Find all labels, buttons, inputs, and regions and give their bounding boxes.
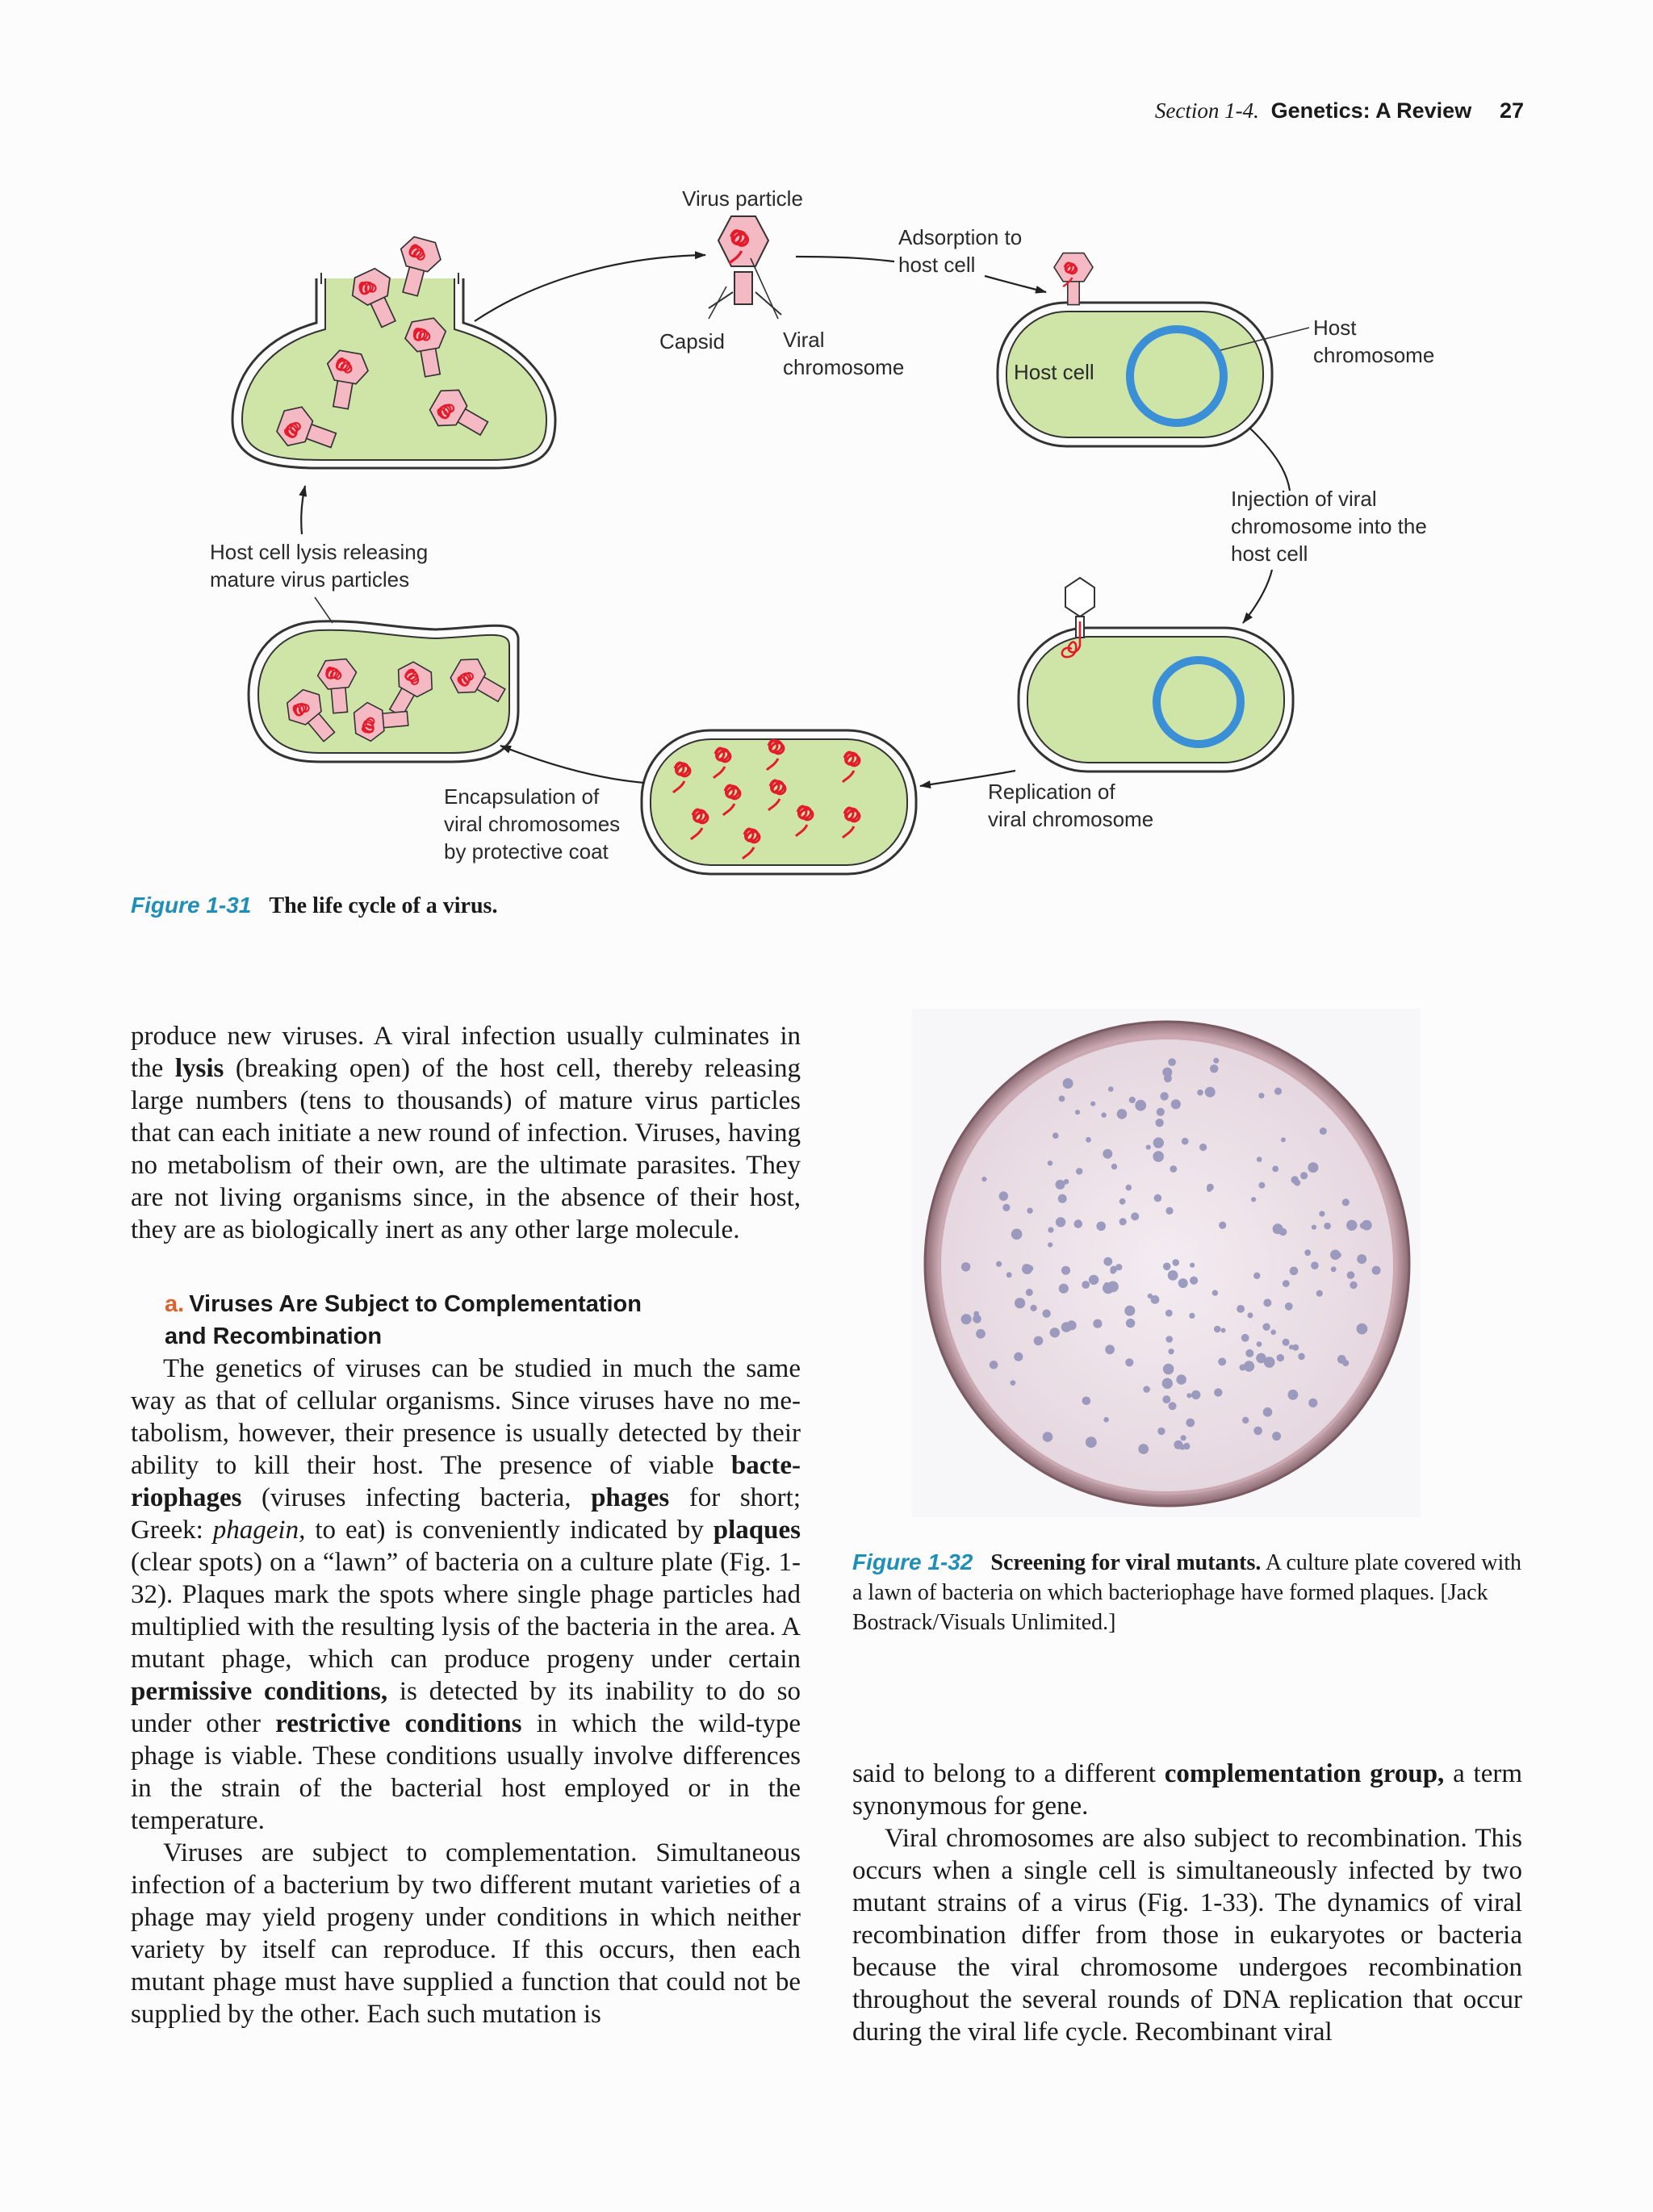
- plaque: [1056, 1180, 1065, 1190]
- term-complementation-group: complementation group,: [1164, 1759, 1445, 1788]
- plaque: [1101, 1113, 1106, 1118]
- label-injection-line2: chromosome into the: [1231, 514, 1427, 538]
- lysed-host-cell: [232, 234, 555, 468]
- plaque: [996, 1261, 1002, 1267]
- plaque: [1357, 1254, 1366, 1264]
- plaque: [1048, 1227, 1053, 1233]
- plaque: [990, 1361, 998, 1369]
- term-bacteriophages: bacteriophages: [131, 1451, 801, 1512]
- plaque: [1308, 1399, 1317, 1407]
- label-replication-line1: Replication of: [988, 780, 1115, 804]
- label-replication-line2: viral chromosome: [988, 807, 1154, 831]
- plaque: [1171, 1099, 1181, 1109]
- label-lysis-line1: Host cell lysis releasing: [210, 540, 429, 564]
- plaque: [1126, 1185, 1132, 1191]
- plaque: [1242, 1417, 1249, 1424]
- plaque: [1172, 1259, 1179, 1266]
- plaque: [1027, 1208, 1032, 1214]
- term-lysis: lysis: [174, 1054, 224, 1083]
- plaque: [1270, 1330, 1276, 1336]
- plaque: [1251, 1197, 1256, 1202]
- plaque: [1107, 1282, 1119, 1293]
- plaque: [1002, 1204, 1010, 1211]
- plaque: [1165, 1336, 1173, 1343]
- arrow-adsorption-to-injection-b: [1243, 570, 1272, 623]
- plaque: [1153, 1151, 1164, 1162]
- plaque: [1181, 1435, 1186, 1441]
- term-permissive-conditions: permissive conditions,: [131, 1677, 388, 1706]
- plaque: [1146, 1145, 1151, 1150]
- plaque: [1064, 1179, 1069, 1185]
- plaque: [1316, 1290, 1323, 1297]
- plaque: [1163, 1263, 1171, 1271]
- plaque: [1011, 1229, 1023, 1240]
- label-host-chromosome-line1: Host: [1313, 316, 1357, 340]
- plaque: [1086, 1137, 1091, 1143]
- plaque: [1059, 1096, 1065, 1102]
- plaque: [1105, 1344, 1115, 1354]
- plaque: [1272, 1166, 1278, 1173]
- plaque: [1319, 1211, 1324, 1217]
- plaque: [973, 1311, 979, 1317]
- plaque: [1274, 1088, 1282, 1095]
- plaque: [1212, 1290, 1218, 1295]
- plaque: [1281, 1137, 1286, 1142]
- plaque: [1165, 1207, 1173, 1215]
- arrow-release-to-particle: [475, 255, 705, 321]
- figure-1-32-title: Screening for viral mutants.: [990, 1550, 1262, 1575]
- plaque: [1089, 1275, 1099, 1285]
- lysis-leader: [315, 597, 333, 623]
- capsid-leader: [709, 286, 726, 319]
- arrow-particle-to-adsorption-a: [796, 257, 894, 261]
- plaque: [1214, 1388, 1222, 1396]
- plaque: [1272, 1432, 1281, 1441]
- plaque: [1214, 1326, 1221, 1333]
- plaque: [1090, 1102, 1095, 1106]
- plaque: [1300, 1172, 1308, 1179]
- label-encapsulation-line2: viral chromosomes: [444, 812, 621, 836]
- virus-life-cycle-diagram: [0, 0, 1653, 888]
- plaque: [1262, 1323, 1270, 1331]
- paragraph-genetics-of-viruses: The genetics of viruses can be studied in much the same way as that of cellular organisms. Since viruses have no metabolism, however, their presence is usually detected by their ability to kill their host. The presence of viable bacteriophages (viruses infecting bacteria, phages for short; Greek: phagein, to eat) is conveniently indicated by plaques (clear spots) on a “lawn” of bacteria on a culture plate (Fig. 1-32). Plaques mark the spots where single phage particles had multiplied with the resulting lysis of the bacteria in the area. A mutant phage, which can produce progeny under certain permissive conditions, is detected by its inability to do so under other restrictive conditions in which the wild-type phage is viable. These conditions usually involve differences in the strain of the bacterial host employed or in the temperature.: [131, 1354, 801, 1835]
- plaque: [1138, 1444, 1149, 1454]
- plaque: [1111, 1164, 1117, 1169]
- plaque: [1011, 1380, 1016, 1386]
- label-capsid: Capsid: [659, 329, 725, 353]
- plaque: [1148, 1294, 1153, 1298]
- plaque: [1320, 1127, 1327, 1135]
- plaque: [1162, 1395, 1170, 1403]
- plaque: [961, 1314, 972, 1324]
- label-adsorption-line2: host cell: [898, 253, 976, 277]
- paragraph-complementation-group: said to belong to a different complementation group, a term synonymous for gene.: [852, 1759, 1522, 1821]
- right-column: [852, 1758, 1522, 2048]
- plaque: [1290, 1267, 1299, 1276]
- plaque: [976, 1329, 986, 1339]
- plaque: [1074, 1219, 1083, 1228]
- plaque: [1178, 1278, 1188, 1288]
- plaque: [1163, 1364, 1174, 1375]
- paragraph-recombination: Viral chromosomes are also subject to recombination. This occurs when a single cell is simultaneously infected by two mutant strains of a virus (Fig. 1-33). The dynamics of viral recombination differ from those in eukaryotes or bacteria because the viral chromosome undergoes recombination throughout the several rounds of DNA replication that occur during the viral life cycle. Recombinant viral: [852, 1824, 1522, 2047]
- arrow-adsorption-to-injection-a: [1249, 428, 1290, 491]
- plaque: [1086, 1436, 1097, 1448]
- paragraph-complementation: Viruses are subject to complementation. Simultaneous infection of a bacterium by two different mutant varieties of a phage may yield progeny under conditions in which neither variety by itself can reproduce. If this occurs, then each mutant phage must have supplied a function that could not be supplied by the other. Each such mutation is: [131, 1838, 801, 2029]
- plaque: [1168, 1349, 1174, 1354]
- plaque: [1006, 1272, 1012, 1277]
- section-label: Section 1-4.: [1154, 98, 1259, 123]
- plaque: [1125, 1358, 1133, 1366]
- label-virus-particle: Virus particle: [682, 186, 803, 211]
- plaque: [1154, 1194, 1162, 1202]
- plaque: [1245, 1349, 1253, 1357]
- plaque: [1048, 1160, 1052, 1165]
- plaque: [1294, 1180, 1300, 1186]
- term-plaques: plaques: [713, 1516, 801, 1545]
- plaque: [1056, 1217, 1065, 1227]
- label-injection-line1: Injection of viral: [1231, 487, 1377, 511]
- label-viral-chromosome-line2: chromosome: [783, 355, 905, 379]
- plaque: [1063, 1078, 1073, 1089]
- plaque: [1197, 1089, 1203, 1096]
- plaque: [1241, 1334, 1249, 1342]
- plaque: [1205, 1087, 1216, 1098]
- viral-chromosome-leader: [751, 258, 778, 319]
- plaque: [1240, 1365, 1246, 1371]
- plaque: [1288, 1390, 1299, 1400]
- plaque: [1213, 1058, 1219, 1064]
- plaque: [1357, 1323, 1368, 1335]
- plaque: [1168, 1058, 1176, 1066]
- plaque: [1218, 1357, 1226, 1365]
- plaque: [1022, 1264, 1030, 1272]
- plaque: [1277, 1354, 1284, 1361]
- plaque: [1190, 1277, 1198, 1285]
- adsorbing-host-cell: [998, 253, 1272, 446]
- plaque: [1061, 1266, 1070, 1275]
- plaque: [1298, 1353, 1305, 1361]
- label-host-cell: Host cell: [1014, 360, 1094, 384]
- plaque: [1257, 1341, 1262, 1347]
- plaque: [1324, 1223, 1331, 1230]
- plaque: [1210, 1064, 1218, 1073]
- label-encapsulation-line1: Encapsulation of: [444, 784, 600, 809]
- figure-1-32-caption: [852, 1548, 1530, 1638]
- plaque: [1108, 1086, 1114, 1092]
- plaque: [1117, 1109, 1128, 1119]
- plaque: [1207, 1184, 1214, 1191]
- plaque: [981, 1177, 986, 1181]
- plaque: [1342, 1198, 1350, 1206]
- plaque: [1308, 1162, 1318, 1173]
- plaque: [1336, 1252, 1341, 1258]
- plaque: [1157, 1108, 1165, 1116]
- plaque: [1052, 1132, 1059, 1139]
- plaque: [1131, 1212, 1139, 1220]
- plaque: [999, 1191, 1009, 1201]
- plaque: [1191, 1390, 1200, 1399]
- plaque: [1258, 1182, 1265, 1189]
- arrow-replication-to-encapsulation: [500, 746, 644, 783]
- plaque: [1186, 1419, 1195, 1428]
- figure-1-32-number: Figure 1-32: [852, 1549, 973, 1574]
- plaque: [1256, 1353, 1266, 1364]
- plaque: [1199, 1144, 1207, 1151]
- term-restrictive-conditions: restrictive conditions: [275, 1709, 522, 1738]
- label-host-chromosome-line2: chromosome: [1313, 343, 1435, 367]
- plaque: [1153, 1137, 1164, 1148]
- plaque: [1135, 1100, 1146, 1111]
- plaque: [1331, 1266, 1337, 1272]
- plaque: [1346, 1220, 1357, 1231]
- plaque: [1169, 1402, 1177, 1410]
- plaque: [1110, 1269, 1115, 1274]
- plaque: [1124, 1306, 1135, 1316]
- plaque: [1283, 1280, 1290, 1287]
- plaque: [1311, 1261, 1319, 1269]
- plaque: [1059, 1284, 1069, 1294]
- plaque: [1034, 1336, 1044, 1346]
- plaque: [1082, 1397, 1091, 1406]
- plaque: [1162, 1068, 1172, 1077]
- plaque: [1248, 1312, 1253, 1318]
- plaque: [1143, 1386, 1150, 1393]
- plaque: [1103, 1257, 1112, 1266]
- plaque: [1058, 1194, 1067, 1203]
- plaque: [1015, 1298, 1025, 1308]
- figure-1-31-caption: [131, 891, 497, 922]
- plaque: [1273, 1223, 1283, 1234]
- section-title: Genetics: A Review: [1270, 98, 1472, 123]
- plaque: [1183, 1443, 1190, 1449]
- plaque: [1103, 1149, 1112, 1159]
- injected-host-cell: [1019, 578, 1293, 771]
- plaque: [1103, 1417, 1109, 1423]
- label-encapsulation-line3: by protective coat: [444, 839, 609, 863]
- plaque: [1189, 1313, 1195, 1319]
- label-viral-chromosome-line1: Viral: [783, 328, 825, 352]
- plaque: [1048, 1242, 1052, 1247]
- replicating-host-cell: [642, 730, 916, 874]
- plaque: [1221, 1328, 1226, 1333]
- plaque: [1190, 1263, 1195, 1268]
- plaque: [1168, 1270, 1178, 1281]
- paragraph-lysis: produce new viruses. A viral infection usually culminates in the lysis (breaking open) of the host cell, thereby releasing large numbers (tens to thousands) of mature virus particles that can each initiate a new round of infection. Viruses, having no metabolism of their own, are the ultimate parasites. They are not living organisms since, in the absence of their host, they are as biologically inert as any other large molecule.: [131, 1022, 801, 1244]
- plaque: [1082, 1281, 1090, 1289]
- plaque: [1285, 1303, 1293, 1311]
- plaque: [1237, 1305, 1245, 1313]
- plaque: [1253, 1427, 1262, 1436]
- term-phages: phages: [591, 1483, 670, 1512]
- plaque: [1263, 1298, 1271, 1307]
- label-injection-line3: host cell: [1231, 542, 1308, 566]
- plaque: [1289, 1344, 1294, 1349]
- plaque: [1186, 1393, 1191, 1398]
- encapsulating-host-cell: [249, 621, 518, 762]
- plaque: [1170, 1165, 1177, 1173]
- plaque: [961, 1262, 970, 1271]
- plaque: [1050, 1328, 1060, 1337]
- plaque: [1119, 1198, 1126, 1205]
- plaque: [1304, 1249, 1311, 1256]
- arrow-particle-to-adsorption-b: [985, 276, 1046, 292]
- plaque: [1026, 1289, 1033, 1296]
- label-adsorption-line1: Adsorption to: [898, 225, 1023, 249]
- plaque: [1096, 1222, 1106, 1231]
- plaque: [1061, 1322, 1072, 1332]
- plaque: [1350, 1282, 1357, 1289]
- plaque: [1347, 1271, 1355, 1279]
- arrow-lysis-to-released: [301, 486, 305, 534]
- plaque: [1263, 1407, 1273, 1417]
- plaque: [1253, 1273, 1260, 1279]
- subsection-heading: a. Viruses Are Subject to Complementation and Recombination: [165, 1291, 642, 1349]
- plaque: [1182, 1138, 1189, 1145]
- plaque: [1342, 1360, 1349, 1366]
- plaque: [1031, 1305, 1037, 1311]
- plaque: [1119, 1218, 1127, 1225]
- figure-1-32-text: A culture plate covered with a lawn of bacteria on which bacteriophage have formed plaques. [Jack Bostrack/Visuals Unlimited.]: [852, 1550, 1522, 1635]
- plaque: [1160, 1092, 1168, 1100]
- label-lysis-line2: mature virus particles: [210, 567, 410, 592]
- plaque: [1258, 1093, 1264, 1098]
- plaque: [1129, 1097, 1136, 1103]
- plaque: [1126, 1319, 1135, 1328]
- plaque: [1162, 1378, 1173, 1389]
- culture-plate-photo: [912, 1009, 1421, 1517]
- plaque: [1179, 1377, 1186, 1384]
- plaque: [1155, 1119, 1163, 1127]
- page-number: 27: [1499, 98, 1524, 123]
- plaque: [1075, 1110, 1080, 1114]
- plaque: [1257, 1156, 1262, 1162]
- plaque: [1174, 1441, 1182, 1449]
- figure-1-31-title: The life cycle of a virus.: [269, 893, 498, 918]
- plaque: [1219, 1222, 1226, 1229]
- plaque: [1093, 1319, 1102, 1328]
- left-column: [131, 1020, 801, 2030]
- plaque: [1360, 1223, 1366, 1229]
- plaque: [1283, 1339, 1290, 1346]
- plaque: [1165, 1310, 1173, 1317]
- plaque: [1042, 1310, 1050, 1318]
- plaque: [1043, 1432, 1053, 1442]
- plaque: [1312, 1225, 1316, 1230]
- figure-1-31-number: Figure 1-31: [131, 893, 252, 918]
- plaque: [1076, 1168, 1082, 1174]
- plaque: [1157, 1428, 1165, 1435]
- plaque: [1372, 1266, 1381, 1275]
- plaque: [1014, 1353, 1023, 1361]
